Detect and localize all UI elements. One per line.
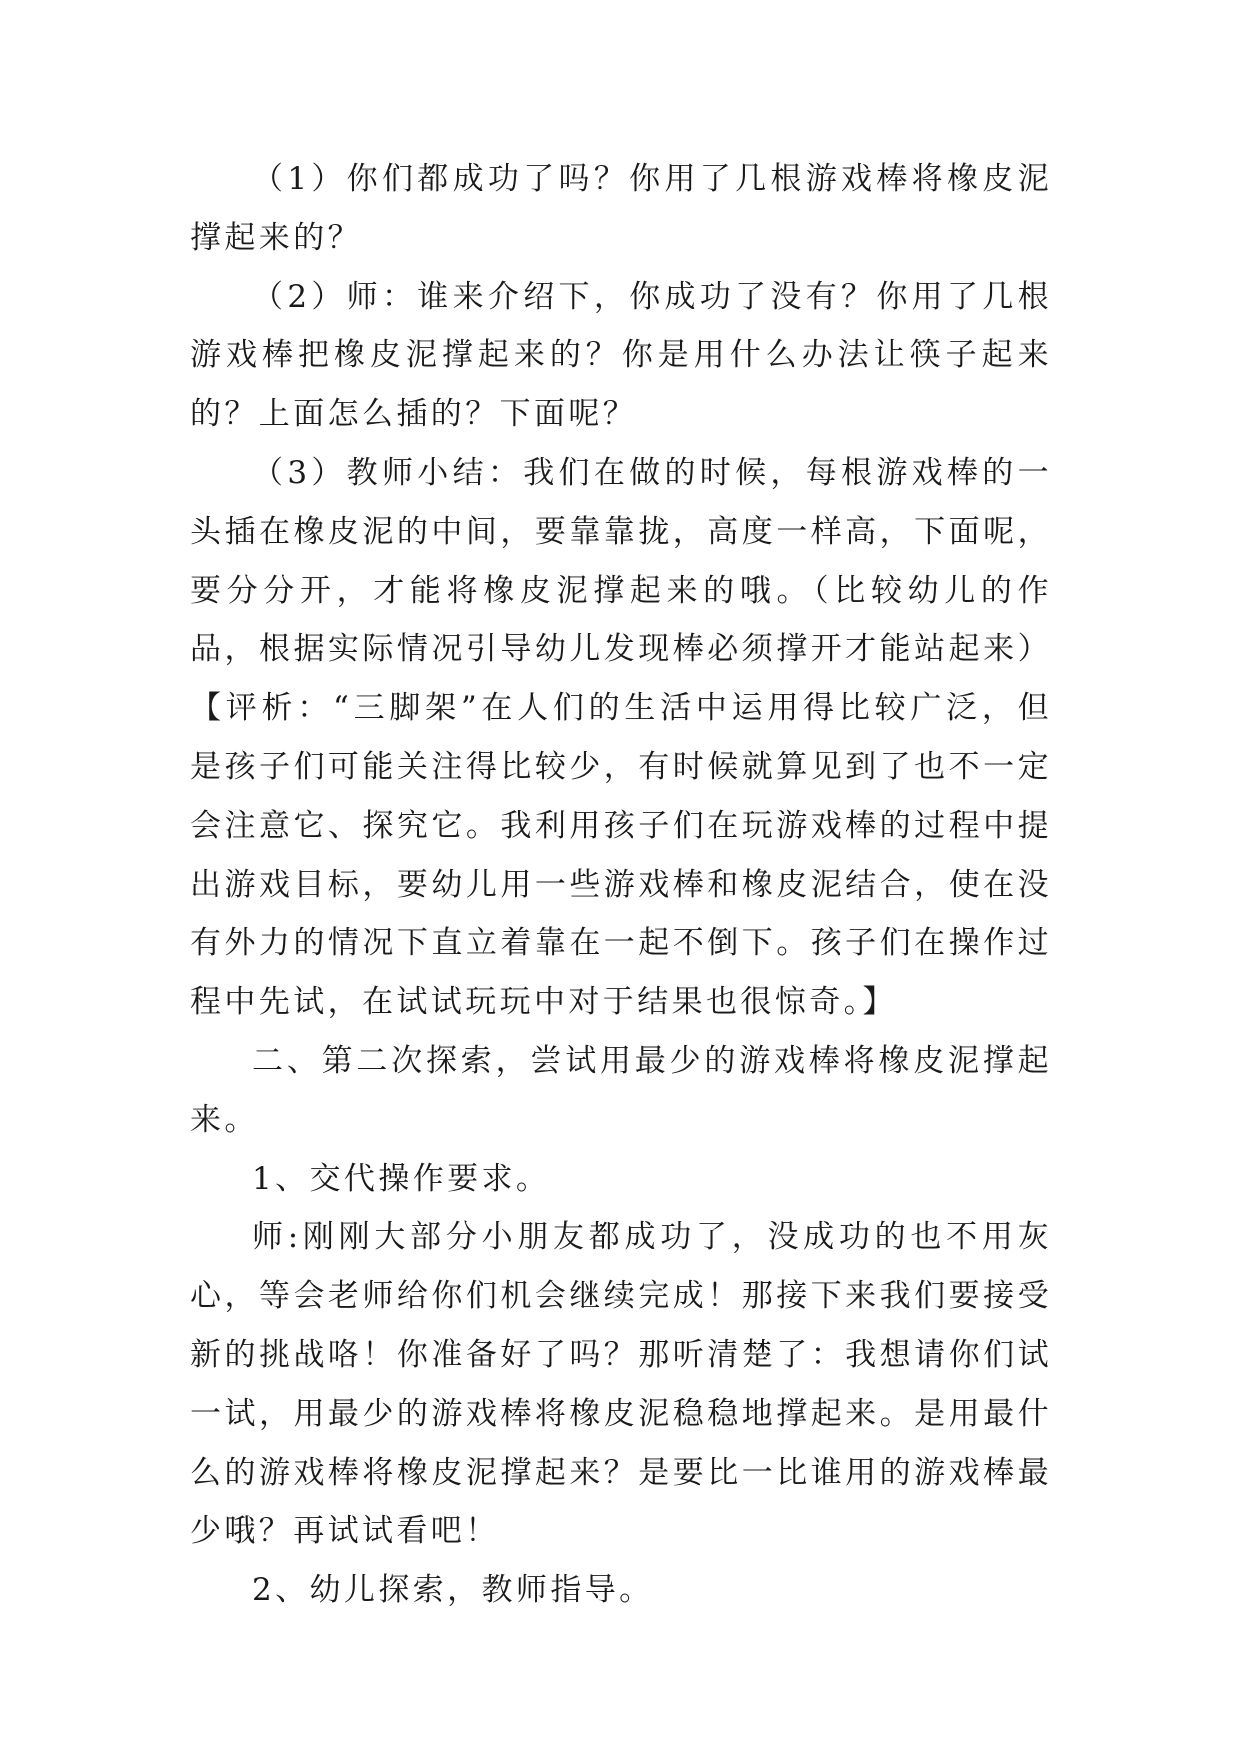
step-2-heading: 2、幼儿探索，教师指导。 xyxy=(252,1572,654,1609)
document-page xyxy=(190,150,1052,1620)
paragraph-3: （3）教师小结：我们在做的时候，每根游戏棒的一头插在橡皮泥的中间，要靠靠拢，高度一样高，下面呢，要分分开，才能将橡皮泥撑起来的哦。（比较幼儿的作品，根据实际情况引导幼儿发现棒必须撑开才能站起来）【评析：“三脚架”在人们的生活中运用得比较广泛，但是孩子们可能关注得比较少，有时候就算见到了也不一定会注意它、探究它。我利用孩子们在玩游戏棒的过程中提出游戏目标，要幼儿用一些游戏棒和橡皮泥结合，使在没有外力的情况下直立着靠在一起不倒下。孩子们在操作过程中先试，在试试玩玩中对于结果也很惊奇。】 xyxy=(190,454,1052,1021)
paragraph-2: （2）师：谁来介绍下，你成功了没有？你用了几根游戏棒把橡皮泥撑起来的？你是用什么办法让筷子起来的？上面怎么插的？下面呢？ xyxy=(190,278,1052,433)
paragraph-teacher-instructions: 师:刚刚大部分小朋友都成功了，没成功的也不用灰心，等会老师给你们机会继续完成！那接下来我们要接受新的挑战咯！你准备好了吗？那听清楚了：我想请你们试一试，用最少的游戏棒将橡皮泥稳稳地撑起来。是用最什么的游戏棒将橡皮泥撑起来？是要比一比谁用的游戏棒最少哦？再试试看吧！ xyxy=(190,1219,1052,1550)
paragraph-1: （1）你们都成功了吗？你用了几根游戏棒将橡皮泥撑起来的？ xyxy=(190,161,1052,256)
section-heading-2: 二、第二次探索，尝试用最少的游戏棒将橡皮泥撑起来。 xyxy=(190,1042,1052,1138)
step-1-heading: 1、交代操作要求。 xyxy=(252,1160,551,1197)
